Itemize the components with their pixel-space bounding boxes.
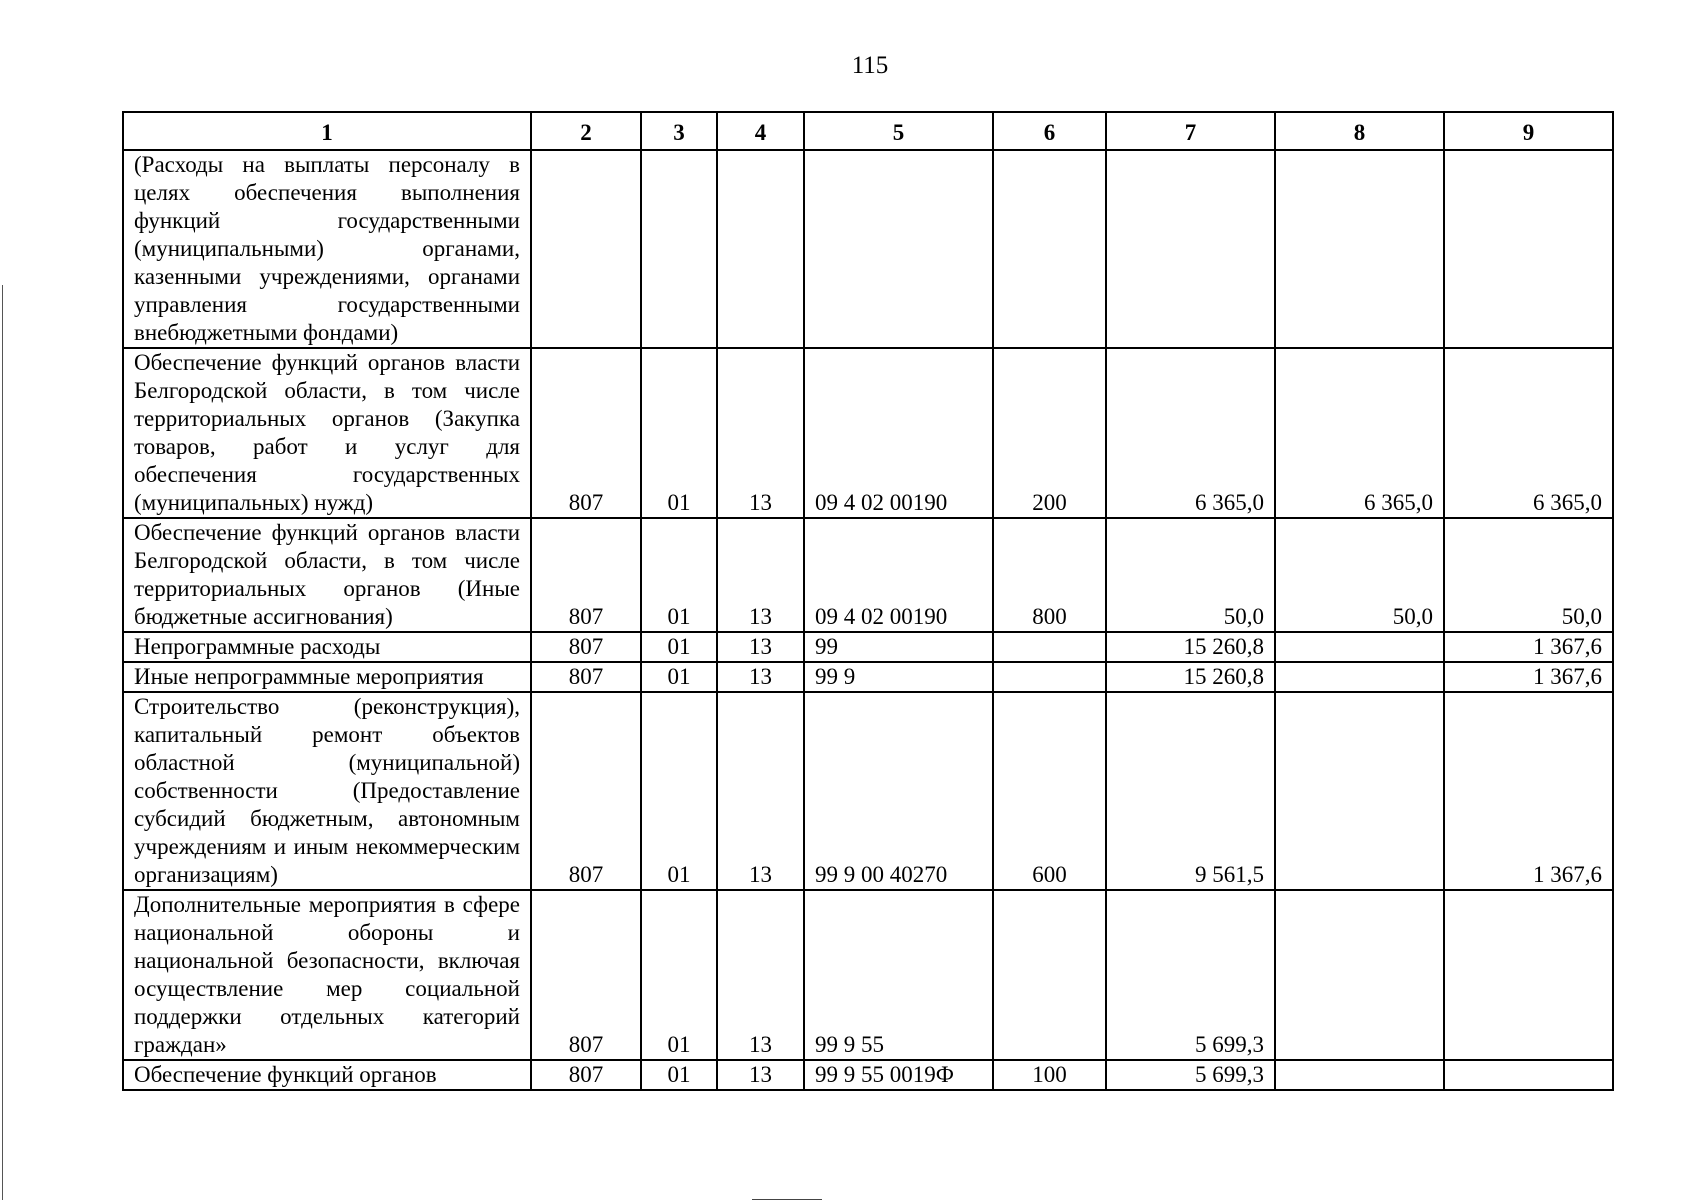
table-row <box>123 150 1613 348</box>
table-row <box>123 1060 1613 1090</box>
cell-col-2 <box>531 150 641 348</box>
cell-col-3: 01 <box>641 662 717 692</box>
header-col-2: 2 <box>531 112 641 150</box>
cell-col-8 <box>1275 890 1444 1060</box>
cell-col-5 <box>804 150 993 348</box>
cell-col-4: 13 <box>717 348 804 518</box>
cell-col-4: 13 <box>717 692 804 890</box>
header-col-3: 3 <box>641 112 717 150</box>
cell-col-4 <box>717 150 804 348</box>
row-description: Обеспечение функций органов <box>123 1060 531 1090</box>
cell-col-3: 01 <box>641 632 717 662</box>
cell-col-7: 5 699,3 <box>1106 1060 1275 1090</box>
cell-col-8 <box>1275 150 1444 348</box>
cell-col-7: 6 365,0 <box>1106 348 1275 518</box>
cell-col-9: 50,0 <box>1444 518 1613 632</box>
cell-col-7: 15 260,8 <box>1106 632 1275 662</box>
table-row <box>123 692 1613 890</box>
row-description: Обеспечение функций органов власти Белгородской области, в том числе территориальных органов (Закупка товаров, работ и услуг для обеспечения государственных (муниципальных) нужд) <box>123 348 531 518</box>
cell-col-8 <box>1275 662 1444 692</box>
cell-col-8 <box>1275 1060 1444 1090</box>
cell-col-6: 800 <box>993 518 1106 632</box>
cell-col-6 <box>993 150 1106 348</box>
cell-col-4: 13 <box>717 1060 804 1090</box>
cell-col-9 <box>1444 1060 1613 1090</box>
cell-col-2: 807 <box>531 692 641 890</box>
cell-col-7: 15 260,8 <box>1106 662 1275 692</box>
cell-col-3 <box>641 150 717 348</box>
cell-col-6 <box>993 662 1106 692</box>
cell-col-2: 807 <box>531 518 641 632</box>
cell-col-5: 99 <box>804 632 993 662</box>
cell-col-3: 01 <box>641 890 717 1060</box>
cell-col-2: 807 <box>531 890 641 1060</box>
cell-col-7: 50,0 <box>1106 518 1275 632</box>
cell-col-5: 99 9 00 40270 <box>804 692 993 890</box>
cell-col-5: 99 9 <box>804 662 993 692</box>
cell-col-7: 9 561,5 <box>1106 692 1275 890</box>
table-row <box>123 662 1613 692</box>
cell-col-8 <box>1275 692 1444 890</box>
header-col-7: 7 <box>1106 112 1275 150</box>
cell-col-2: 807 <box>531 348 641 518</box>
cell-col-3: 01 <box>641 1060 717 1090</box>
table-row <box>123 890 1613 1060</box>
cell-col-5: 09 4 02 00190 <box>804 518 993 632</box>
cell-col-6: 200 <box>993 348 1106 518</box>
cell-col-9: 6 365,0 <box>1444 348 1613 518</box>
cell-col-2: 807 <box>531 662 641 692</box>
budget-table <box>122 111 1614 1091</box>
header-col-4: 4 <box>717 112 804 150</box>
row-description: Дополнительные мероприятия в сфере национальной обороны и национальной безопасности, включая осуществление мер социальной поддержки отдельных категорий граждан» <box>123 890 531 1060</box>
header-col-5: 5 <box>804 112 993 150</box>
row-description: (Расходы на выплаты персоналу в целях обеспечения выполнения функций государственными (муниципальными) органами, казенными учреждениями, органами управления государственными внебюджетными фондами) <box>123 150 531 348</box>
cell-col-4: 13 <box>717 518 804 632</box>
cell-col-9: 1 367,6 <box>1444 692 1613 890</box>
page-number: 115 <box>851 52 889 79</box>
cell-col-8: 50,0 <box>1275 518 1444 632</box>
cell-col-4: 13 <box>717 662 804 692</box>
table-row <box>123 518 1613 632</box>
cell-col-3: 01 <box>641 518 717 632</box>
row-description: Строительство (реконструкция), капитальный ремонт объектов областной (муниципальной) собственности (Предоставление субсидий бюджетным, автономным учреждениям и иным некоммерческим организациям) <box>123 692 531 890</box>
header-col-9: 9 <box>1444 112 1613 150</box>
header-row <box>123 112 1613 150</box>
cell-col-8: 6 365,0 <box>1275 348 1444 518</box>
cell-col-6: 100 <box>993 1060 1106 1090</box>
cell-col-2: 807 <box>531 632 641 662</box>
cell-col-4: 13 <box>717 890 804 1060</box>
cell-col-6: 600 <box>993 692 1106 890</box>
header-col-8: 8 <box>1275 112 1444 150</box>
cell-col-5: 99 9 55 0019Ф <box>804 1060 993 1090</box>
row-description: Непрограммные расходы <box>123 632 531 662</box>
cell-col-8 <box>1275 632 1444 662</box>
cell-col-9 <box>1444 890 1613 1060</box>
cell-col-5: 99 9 55 <box>804 890 993 1060</box>
cell-col-7: 5 699,3 <box>1106 890 1275 1060</box>
row-description: Иные непрограммные мероприятия <box>123 662 531 692</box>
cell-col-2: 807 <box>531 1060 641 1090</box>
cell-col-9 <box>1444 150 1613 348</box>
scan-edge-line <box>2 285 3 1200</box>
cell-col-3: 01 <box>641 348 717 518</box>
table-row <box>123 632 1613 662</box>
cell-col-9: 1 367,6 <box>1444 662 1613 692</box>
cell-col-9: 1 367,6 <box>1444 632 1613 662</box>
header-col-6: 6 <box>993 112 1106 150</box>
cell-col-6 <box>993 632 1106 662</box>
row-description: Обеспечение функций органов власти Белгородской области, в том числе территориальных органов (Иные бюджетные ассигнования) <box>123 518 531 632</box>
cell-col-5: 09 4 02 00190 <box>804 348 993 518</box>
header-col-1: 1 <box>123 112 531 150</box>
cell-col-4: 13 <box>717 632 804 662</box>
cell-col-7 <box>1106 150 1275 348</box>
table-row <box>123 348 1613 518</box>
cell-col-6 <box>993 890 1106 1060</box>
cell-col-3: 01 <box>641 692 717 890</box>
